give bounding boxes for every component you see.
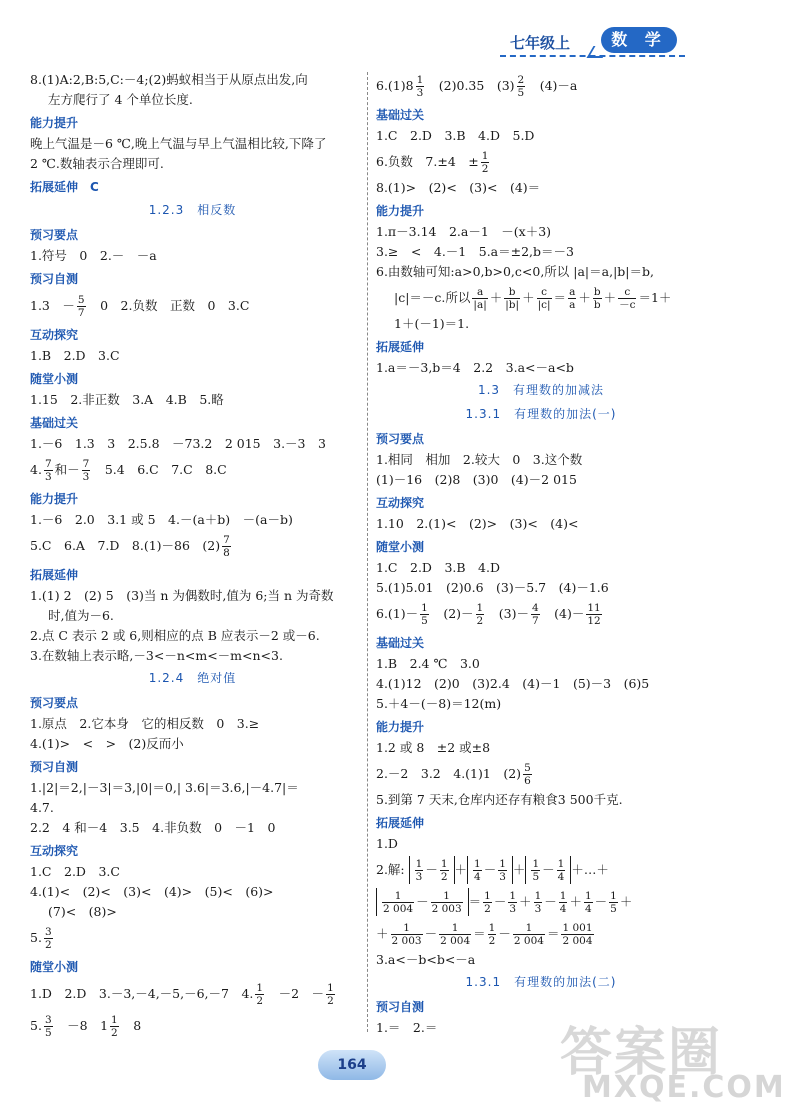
book-grade-title: 七年级上 xyxy=(510,34,571,52)
answer-line: 1.原点 2.它本身 它的相反数 0 3.≥ xyxy=(30,716,260,731)
fraction: $\frac{1}{2}$ xyxy=(476,602,484,627)
section-heading: 互动探究 xyxy=(376,496,425,510)
answer-line: 5.C 6.A 7.D 8.(1)－86 (2) $\frac{7}{8}$ xyxy=(30,534,230,559)
fraction: $\frac{7}{8}$ xyxy=(223,534,230,559)
section-heading: 随堂小测 xyxy=(376,540,425,554)
right-column xyxy=(376,70,706,1038)
section-heading: 互动探究 xyxy=(30,328,79,342)
section-heading: 能力提升 xyxy=(376,204,425,218)
section-heading: 拓展延伸 xyxy=(376,340,425,354)
fraction: $\frac{1}{2}$ xyxy=(327,982,334,1007)
section-title: 1.3 有理数的加减法 xyxy=(477,383,605,397)
section-heading: 基础过关 xyxy=(30,416,79,430)
answer-line: 2.2 4 和－4 3.5 4.非负数 0 －1 0 xyxy=(30,820,276,835)
answer-line: 6.负数 7.±4 ± $\frac{1}{2}$ xyxy=(376,150,489,175)
answer-line: 1.3 － $\frac{5}{7}$ 0 2.负数 正数 0 3.C xyxy=(30,294,250,319)
answer-line: 1.＝ 2.＝ xyxy=(376,1020,438,1035)
answer-line: 5.＋4－(－8)＝12(m) xyxy=(376,696,502,711)
section-heading: 预习自测 xyxy=(376,1000,425,1014)
answer-line: 1.相同 相加 2.较大 0 3.这个数 xyxy=(376,452,583,467)
fraction: $\frac{1}{2}$ xyxy=(481,150,489,175)
answer-line: 1.C 2.D 3.B 4.D 5.D xyxy=(376,128,535,143)
subsection-title: 1.2.3 相反数 xyxy=(148,203,237,217)
subsection-title: 1.3.1 有理数的加法(一) xyxy=(465,407,617,421)
answer-line: 1.－6 2.0 3.1 或 5 4.－(a＋b) －(a－b) xyxy=(30,512,293,527)
fraction: $\frac{2}{5}$ xyxy=(517,74,525,99)
answer-line: 1＋(－1)＝1. xyxy=(394,316,470,331)
section-heading: 能力提升 xyxy=(30,116,79,130)
answer-line: 1.a＝－3,b＝4 2.2 3.a<－a<b xyxy=(376,360,574,375)
fraction: $\frac{1}{5}$ xyxy=(421,602,428,627)
fraction: $\frac{a}{a}$ xyxy=(569,286,576,311)
fraction: $\frac{4}{7}$ xyxy=(531,602,539,627)
answer-line: 1.C 2.D 3.B 4.D xyxy=(376,560,500,575)
answer-line: 2.点 C 表示 2 或 6,则相应的点 B 应表示－2 或－6. xyxy=(30,628,320,643)
answer-line: 5. $\frac{3}{5}$ －8 1 $\frac{1}{2}$ 8 xyxy=(30,1014,142,1039)
fraction: $\frac{5}{7}$ xyxy=(77,294,85,319)
subject-badge: 数 学 xyxy=(601,27,677,53)
answer-line: 1.符号 0 2.－ －a xyxy=(30,248,157,263)
page-number: 164 xyxy=(318,1050,386,1080)
fraction: $\frac{3}{5}$ xyxy=(44,1014,52,1039)
answer-line: 6.由数轴可知:a>0,b>0,c<0,所以 |a|＝a,|b|＝b, xyxy=(376,264,654,279)
section-heading: 拓展延伸 xyxy=(30,568,79,582)
answer-line: 时,值为－6. xyxy=(48,608,114,623)
section-heading: 预习自测 xyxy=(30,760,79,774)
fraction: $\frac{7}{3}$ xyxy=(82,458,90,483)
section-heading: 互动探究 xyxy=(30,844,79,858)
fraction: $\frac{5}{6}$ xyxy=(524,762,531,787)
answer-line: 1.B 2.D 3.C xyxy=(30,348,120,363)
section-heading: 随堂小测 xyxy=(30,372,79,386)
answer-line: 3.≥ < 4.－1 5.a＝±2,b＝－3 xyxy=(376,244,574,259)
section-heading: 预习要点 xyxy=(30,696,79,710)
answer-line: 1.D xyxy=(376,836,398,851)
column-divider xyxy=(367,72,368,1032)
fraction: $\frac{1}{2}$ xyxy=(111,1014,118,1039)
answer-line: 1.(1) 2 (2) 5 (3)当 n 为偶数时,值为 6;当 n 为奇数 xyxy=(30,588,334,603)
answer-line: 1.2 或 8 ±2 或±8 xyxy=(376,740,491,755)
section-heading: 基础过关 xyxy=(376,636,425,650)
answer-line: (1)－16 (2)8 (3)0 (4)－2 015 xyxy=(376,472,577,487)
answer-line: 6.(1)－ $\frac{1}{5}$ (2)－ $\frac{1}{2}$ (3)－ $\frac{4}{7}$ (4)－ $\frac{11}{12}$ xyxy=(376,602,601,627)
left-column xyxy=(30,70,355,1042)
answer-line: 4.(1)< (2)< (3)< (4)> (5)< (6)> xyxy=(30,884,274,899)
answer-line: 左方爬行了 4 个单位长度. xyxy=(48,92,193,107)
answer-line: 1.15 2.非正数 3.A 4.B 5.略 xyxy=(30,392,224,407)
answer-line: (7)< (8)> xyxy=(48,904,117,919)
answer-line: 8.(1)A:2,B:5,C:－4;(2)蚂蚁相当于从原点出发,向 xyxy=(30,72,308,87)
answer-line: 1.－6 1.3 3 2.5.8 －73.2 2 015 3.－3 3 xyxy=(30,436,326,451)
section-heading: 拓展延伸 xyxy=(376,816,425,830)
answer-line: 5.(1)5.01 (2)0.6 (3)－5.7 (4)－1.6 xyxy=(376,580,609,595)
answer-line: 3.在数轴上表示略,－3<－n<m<－m<n<3. xyxy=(30,648,283,663)
fraction: $\frac{a}{|a|}$ xyxy=(473,286,487,311)
section-heading: 预习自测 xyxy=(30,272,79,286)
answer-line: 4.7. xyxy=(30,800,54,815)
section-heading: 拓展延伸 C xyxy=(30,180,99,194)
answer-line: 4.(1)> < > (2)反而小 xyxy=(30,736,184,751)
fraction: $\frac{b}{|b|}$ xyxy=(505,286,520,311)
section-heading: 预习要点 xyxy=(376,432,425,446)
answer-line: $\frac{1}{2 004}$ － $\frac{1}{2 003}$ ＝ $\frac{1}{2}$ － $\frac{1}{3}$ ＋ $\frac{1}{3}$ － $\frac{1}{4}$ ＋ $\frac{1}{4}$ － $\frac{1}{5}$ ＋ xyxy=(376,886,706,918)
fraction: $\frac{1}{3}$ xyxy=(416,74,424,99)
watermark-url: MXQE.COM xyxy=(582,1070,786,1105)
answer-line: 1.B 2.4 ℃ 3.0 xyxy=(376,656,480,671)
answer-line: 晚上气温是－6 ℃,晚上气温与早上气温相比较,下降了 xyxy=(30,136,327,151)
answer-line: 1.π－3.14 2.a－1 －(x＋3) xyxy=(376,224,552,239)
answer-line: |c|＝－c.所以 $\frac{a}{|a|}$ ＋ $\frac{b}{|b|}$ ＋ $\frac{c}{|c|}$ ＝ $\frac{a}{a}$ ＋ $\frac{b}{b}$ ＋ $\frac{c}{-c}$ ＝1＋ xyxy=(394,286,672,311)
fraction: $\frac{b}{b}$ xyxy=(593,286,601,311)
answer-line: 3.a<－b<b<－a xyxy=(376,952,476,967)
watermark-logo: 答案圈 xyxy=(560,1023,723,1083)
fraction: $\frac{3}{2}$ xyxy=(44,926,52,951)
section-heading: 随堂小测 xyxy=(30,960,79,974)
answer-line: 2.－2 3.2 4.(1)1 (2) $\frac{5}{6}$ xyxy=(376,762,531,787)
answer-line: 4. $\frac{7}{3}$ 和－ $\frac{7}{3}$ 5.4 6.C 7.C 8.C xyxy=(30,458,227,483)
subsection-title: 1.3.1 有理数的加法(二) xyxy=(465,975,617,989)
answer-line: 4.(1)12 (2)0 (3)2.4 (4)－1 (5)－3 (6)5 xyxy=(376,676,650,691)
section-heading: 能力提升 xyxy=(376,720,425,734)
section-heading: 基础过关 xyxy=(376,108,425,122)
fraction: $\frac{7}{3}$ xyxy=(44,458,52,483)
fraction: $\frac{11}{12}$ xyxy=(587,602,601,627)
answer-line: 5.到第 7 天末,仓库内还存有粮食3 500千克. xyxy=(376,792,623,807)
fraction: $\frac{c}{-c}$ xyxy=(619,286,636,311)
answer-line: 5. $\frac{3}{2}$ xyxy=(30,926,52,951)
answer-line: 2.解: $\frac{1}{3}$ － $\frac{1}{2}$ ＋ $\frac{1}{4}$ － $\frac{1}{3}$ ＋ $\frac{1}{5}$ － $\frac{1}{4}$ ＋…＋ xyxy=(376,858,609,883)
answer-line: 8.(1)> (2)< (3)< (4)＝ xyxy=(376,180,541,195)
answer-line: 1.10 2.(1)< (2)> (3)< (4)< xyxy=(376,516,579,531)
subsection-title: 1.2.4 绝对值 xyxy=(148,671,237,685)
answer-line: 2 ℃.数轴表示合理即可. xyxy=(30,156,164,171)
answer-line: 1.C 2.D 3.C xyxy=(30,864,120,879)
fraction: $\frac{c}{|c|}$ xyxy=(537,286,551,311)
answer-line: ＋ $\frac{1}{2 003}$ － $\frac{1}{2 004}$ ＝ $\frac{1}{2}$ － $\frac{1}{2 004}$ ＝ $\frac{1 001}{2 004}$ xyxy=(376,922,593,947)
fraction: $\frac{1}{2}$ xyxy=(256,982,264,1007)
section-heading: 预习要点 xyxy=(30,228,79,242)
answer-line: 1.D 2.D 3.－3,－4,－5,－6,－7 4. $\frac{1}{2}$ －2 － $\frac{1}{2}$ xyxy=(30,982,334,1007)
answer-line: 1.|2|＝2,|－3|＝3,|0|＝0,| 3.6|＝3.6,|－4.7|＝ xyxy=(30,780,299,795)
answer-line: 6.(1)8 $\frac{1}{3}$ (2)0.35 (3) $\frac{2}{5}$ (4)－a xyxy=(376,74,578,99)
section-heading: 能力提升 xyxy=(30,492,79,506)
